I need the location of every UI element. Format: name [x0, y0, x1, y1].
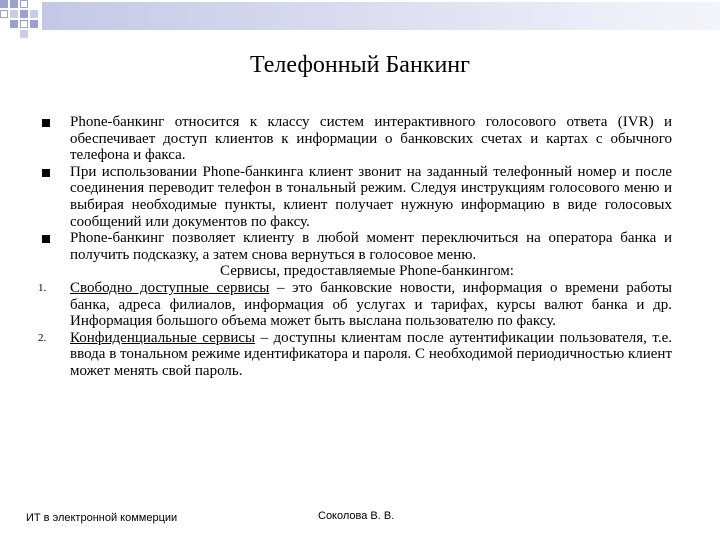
decor-square	[20, 0, 28, 8]
decor-square	[42, 2, 720, 30]
footer-course: ИТ в электронной коммерции	[26, 512, 178, 524]
bullet-text: Phone-банкинг позволяет клиенту в любой момент переключиться на оператора банка и получить подсказку, а затем снова вернуться в голосовое меню.	[70, 230, 672, 263]
bullet-item	[38, 114, 672, 164]
service-description: – это банковские новости, информация о времени работы банка, адреса филиалов, информация об услугах и тарифах, курсы валют банка и др. Информация большого объема может быть выслана пользователю по факсу.	[70, 279, 672, 330]
slide-content	[38, 114, 672, 380]
decor-square	[20, 10, 28, 18]
service-item	[38, 330, 672, 380]
square-bullet-icon	[42, 119, 50, 127]
bullet-text: Phone-банкинг относится к классу систем интерактивного голосового ответа (IVR) и обеспечивает доступ клиентов к информации о банковских счетах и картах с обычного телефона и факса.	[70, 114, 672, 164]
decor-square	[30, 10, 38, 18]
decor-square	[10, 0, 18, 8]
square-bullet-icon	[42, 169, 50, 177]
service-item	[38, 280, 672, 330]
services-heading: Сервисы, предоставляемые Phone-банкингом:	[220, 263, 514, 280]
square-bullet-icon	[42, 235, 50, 243]
footer-author: Соколова В. В.	[318, 510, 395, 522]
slide-title: Телефонный Банкинг	[250, 52, 470, 78]
decor-square	[20, 20, 28, 28]
decor-square	[10, 10, 18, 18]
decor-square	[0, 0, 8, 8]
decor-square	[30, 20, 38, 28]
bullet-item	[38, 164, 672, 230]
bullet-text: При использовании Phone-банкинга клиент звонит на заданный телефонный номер и после соединения переводит телефон в тональный режим. Следуя инструкциям голосового меню и выбирая необходимые пункты, клиент получает нужную информацию в виде голосовых сообщений или документов по факсу.	[70, 163, 672, 230]
service-description: – доступны клиентам после аутентификации пользователя, т.е. ввода в тональном режиме идентификатора и пароля. С необходимой периодичностью клиент может менять свой пароль.	[70, 329, 672, 379]
decor-square	[10, 20, 18, 28]
service-term: Свободно доступные сервисы	[70, 279, 270, 296]
list-number: 1.	[38, 281, 47, 294]
decor-square	[0, 10, 8, 18]
header-decoration	[0, 0, 720, 50]
list-number: 2.	[38, 331, 47, 344]
decor-square	[20, 30, 28, 38]
service-term: Конфиденциальные сервисы	[70, 329, 256, 346]
bullet-item	[38, 230, 672, 263]
